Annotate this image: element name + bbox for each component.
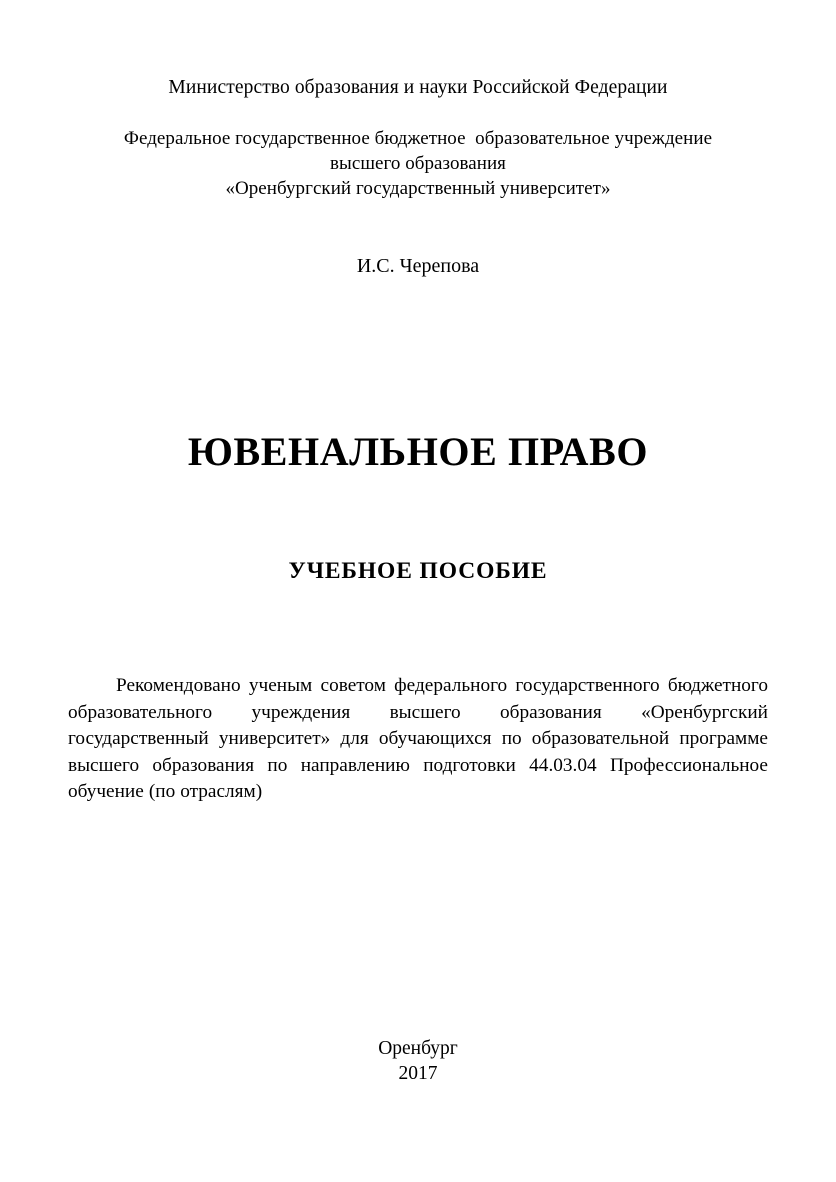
author-name: И.С. Черепова — [356, 255, 480, 277]
imprint-block — [0, 1036, 836, 1086]
institution-line-2: высшего образования — [330, 153, 506, 174]
institution-block — [0, 126, 836, 201]
page-title: ЮВЕНАЛЬНОЕ ПРАВО — [187, 428, 649, 474]
institution-line-3: «Оренбургский государственный университет» — [225, 178, 611, 199]
imprint-year: 2017 — [398, 1063, 438, 1084]
ministry-line: Министерство образования и науки Российской Федерации — [168, 77, 668, 98]
recommendation-paragraph: Рекомендовано ученым советом федерального государственного бюджетного образовательного учреждения высшего образования «Оренбургский государственный университет» для обучающихся по образовательной программе высшего образования по направлению подготовки 44.03.04 Профессиональное обучение (по отраслям) — [68, 675, 768, 803]
imprint-city: Оренбург — [378, 1038, 458, 1059]
institution-line-1: Федеральное государственное бюджетное образовательное учреждение — [123, 128, 713, 149]
page-subtitle: УЧЕБНОЕ ПОСОБИЕ — [288, 557, 548, 584]
